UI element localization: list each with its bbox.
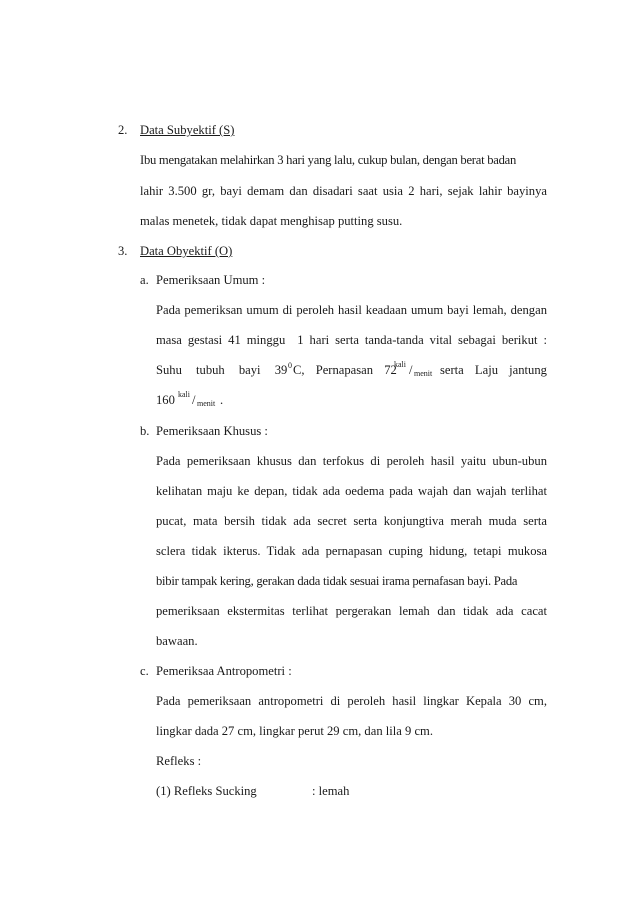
subsection-b-line-2: kelihatan maju ke depan, tidak ada oedema pada wajah dan wajah terlihat	[156, 484, 547, 498]
subsection-c-marker: c.	[140, 664, 149, 678]
vital-pernapasan: C, Pernapasan 72	[293, 363, 397, 377]
subsection-b-line-4: sclera tidak ikterus. Tidak ada pernapasan cuping hidung, tetapi mukosa	[156, 544, 547, 558]
section-3-title: Data Obyektif (O)	[140, 244, 233, 258]
section-2-line-3: malas menetek, tidak dapat menghisap putting susu.	[140, 214, 403, 228]
section-2-line-1: Ibu mengatakan melahirkan 3 hari yang lalu, cukup bulan, dengan berat badan	[140, 153, 517, 167]
section-2-title: Data Subyektif (S)	[140, 123, 235, 137]
section-3-number: 3.	[118, 244, 128, 258]
subsection-c-title: Pemeriksaa Antropometri :	[156, 664, 292, 678]
subsection-a-marker: a.	[140, 273, 149, 287]
vital-heart-rate-value: 160	[156, 393, 175, 407]
subsection-a-title: Pemeriksaan Umum :	[156, 273, 266, 287]
refleks-item	[156, 783, 416, 799]
vital-hr-end: .	[220, 393, 224, 407]
subsection-a-line-4: 160 kali / menit .	[156, 390, 224, 408]
vital-laju-jantung: serta Laju jantung	[440, 363, 547, 377]
subsection-b-line-3: pucat, mata bersih tidak ada secret serta konjungtiva merah muda serta	[156, 514, 547, 528]
section-2-number: 2.	[118, 123, 128, 137]
subsection-c-line-2: lingkar dada 27 cm, lingkar perut 29 cm, dan lila 9 cm.	[156, 724, 433, 738]
subsection-b-line-5: bibir tampak kering, gerakan dada tidak sesuai irama pernafasan bayi. Pada	[156, 574, 518, 588]
subsection-b-line-7: bawaan.	[156, 634, 198, 648]
subsection-b-line-1: Pada pemeriksaan khusus dan terfokus di peroleh hasil yaitu ubun-ubun	[156, 454, 547, 468]
section-2-line-2: lahir 3.500 gr, bayi demam dan disadari saat usia 2 hari, sejak lahir bayinya	[140, 184, 547, 198]
subsection-b-marker: b.	[140, 424, 150, 438]
subsection-a-line-3: Suhu tubuh bayi 39 0 C, Pernapasan 72 kali / menit serta Laju jantung	[156, 360, 547, 378]
subsection-a-line-1: Pada pemeriksan umum di peroleh hasil keadaan umum bayi lemah, dengan	[156, 303, 547, 317]
vital-suhu-label: Suhu tubuh bayi 39	[156, 363, 288, 377]
vital-hr-unit-slash: /	[192, 393, 196, 407]
vital-rr-unit-slash: /	[409, 363, 413, 377]
subsection-a-line-2: masa gestasi 41 minggu 1 hari serta tanda-tanda vital sebagai berikut :	[156, 333, 547, 347]
subsection-b-title: Pemeriksaan Khusus :	[156, 424, 268, 438]
refleks-item-label: (1) Refleks Sucking	[156, 784, 257, 798]
subsection-c-line-1: Pada pemeriksaan antropometri di peroleh hasil lingkar Kepala 30 cm,	[156, 694, 547, 708]
subsection-b-line-6: pemeriksaan ekstermitas terlihat pergerakan lemah dan tidak ada cacat	[156, 604, 547, 618]
refleks-title: Refleks :	[156, 754, 202, 768]
refleks-item-value: : lemah	[312, 784, 350, 798]
